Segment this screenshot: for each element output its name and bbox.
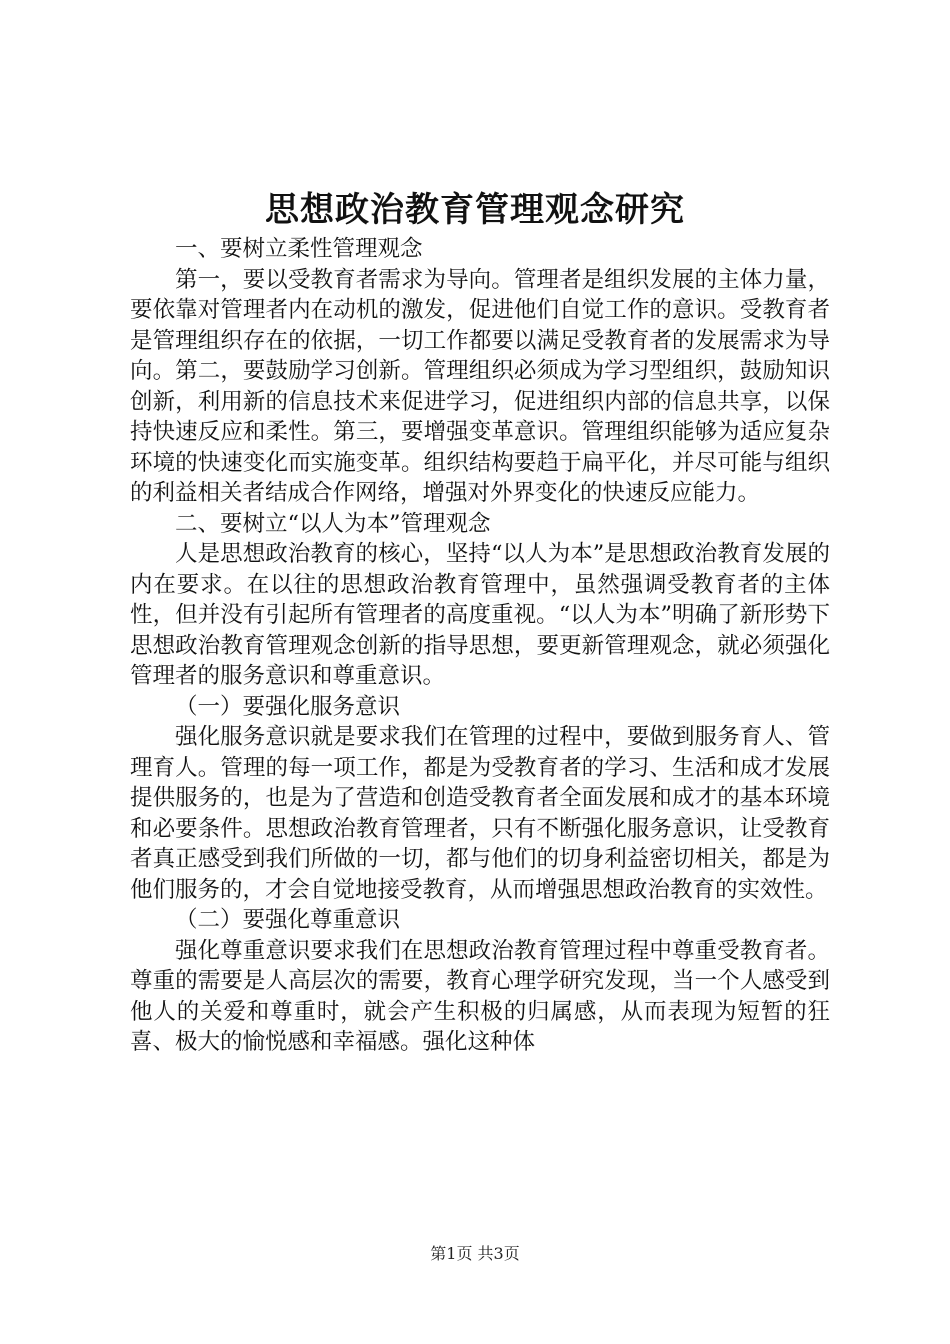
body-paragraph-3: 强化服务意识就是要求我们在管理的过程中，要做到服务育人、管理育人。管理的每一项工作，都是为受教育者的学习、生活和成才发展提供服务的，也是为了营造和创造受教育者全面发展和成才的基本环境和必要条件。思想政治教育管理者，只有不断强化服务意识，让受教育者真正感受到我们所做的一切，都与他们的切身利益密切相关，都是为他们服务的，才会自觉地接受教育，从而增强思想政治教育的实效性。 (130, 724, 830, 903)
document-title: 思想政治教育管理观念研究 (265, 190, 685, 230)
section-heading-2: 二、要树立“以人为本”管理观念 (175, 510, 491, 537)
page-number-footer: 第1页 共3页 (430, 1244, 520, 1263)
body-paragraph-1: 第一，要以受教育者需求为导向。管理者是组织发展的主体力量，要依靠对管理者内在动机的激发，促进他们自觉工作的意识。受教育者是管理组织存在的依据，一切工作都要以满足受教育者的发展需求为导向。第二，要鼓励学习创新。管理组织必须成为学习型组织，鼓励知识创新，利用新的信息技术来促进学习，促进组织内部的信息共享，以保持快速反应和柔性。第三，要增强变革意识。管理组织能够为适应复杂环境的快速变化而实施变革。组织结构要趋于扁平化，并尽可能与组织的利益相关者结成合作网络，增强对外界变化的快速反应能力。 (130, 266, 830, 506)
document-body (130, 234, 830, 1058)
subsection-heading-1: （一）要强化服务意识 (175, 693, 401, 720)
body-paragraph-4: 强化尊重意识要求我们在思想政治教育管理过程中尊重受教育者。尊重的需要是人高层次的需要，教育心理学研究发现，当一个人感受到他人的关爱和尊重时，就会产生积极的归属感，从而表现为短暂的狂喜、极大的愉悦感和幸福感。强化这种体 (130, 937, 830, 1055)
section-heading-1: 一、要树立柔性管理观念 (175, 236, 423, 262)
body-paragraph-2: 人是思想政治教育的核心，坚持“以人为本”是思想政治教育发展的内在要求。在以往的思想政治教育管理中，虽然强调受教育者的主体性，但并没有引起所有管理者的高度重视。“以人为本”明确了新形势下思想政治教育管理观念创新的指导思想，要更新管理观念，就必须强化管理者的服务意识和尊重意识。 (130, 541, 830, 689)
subsection-heading-2: （二）要强化尊重意识 (175, 907, 401, 933)
